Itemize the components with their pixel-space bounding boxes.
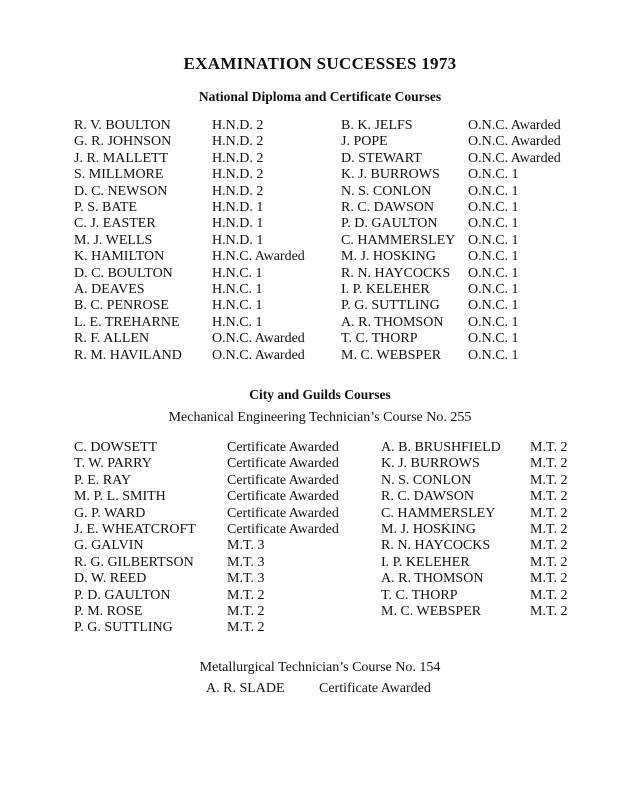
award-value: O.N.C. 1 — [468, 183, 519, 199]
person-name: K. J. BURROWS — [341, 167, 440, 183]
person-name: G. P. WARD — [74, 505, 146, 521]
list-item — [0, 604, 640, 621]
person-name: D. STEWART — [341, 150, 422, 166]
award-value: M.T. 2 — [227, 587, 265, 603]
person-name: J. E. WHEATCROFT — [74, 522, 196, 537]
award-value: Certificate Awarded — [227, 456, 339, 472]
list-item — [0, 489, 640, 506]
award-value: M.T. 2 — [227, 604, 265, 619]
national-diploma-heading: National Diploma and Certificate Courses — [198, 89, 442, 104]
person-name: A. R. THOMSON — [381, 571, 484, 587]
person-name: I. P. KELEHER — [381, 554, 470, 570]
award-value: H.N.C. Awarded — [212, 249, 305, 265]
person-name: M. J. WELLS — [74, 232, 153, 248]
person-name: A. R. THOMSON — [341, 314, 444, 330]
list-item — [0, 555, 640, 572]
award-value: O.N.C. 1 — [468, 249, 519, 265]
list-item — [0, 266, 640, 283]
award-value: Certificate Awarded — [227, 440, 339, 455]
person-name: B. C. PENROSE — [74, 298, 169, 314]
person-name: G. R. JOHNSON — [74, 134, 172, 150]
person-name: R. C. DAWSON — [381, 489, 474, 505]
person-name: T. C. THORP — [341, 331, 418, 347]
person-name: I. P. KELEHER — [341, 282, 430, 297]
person-name: M. J. HOSKING — [381, 522, 476, 537]
award-value: M.T. 2 — [530, 505, 568, 521]
person-name: P. S. BATE — [74, 200, 138, 215]
metallurgical-award: Certificate Awarded — [319, 681, 431, 696]
person-name: G. GALVIN — [74, 538, 144, 554]
award-value: H.N.D. 2 — [212, 167, 264, 183]
person-name: M. J. HOSKING — [341, 249, 436, 265]
person-name: C. HAMMERSLEY — [381, 505, 496, 521]
list-item — [0, 200, 640, 217]
list-item — [0, 588, 640, 605]
award-value: O.N.C. 1 — [468, 331, 519, 347]
list-item — [0, 522, 640, 539]
mechanical-course-subheading: Mechanical Engineering Technician’s Course No. 255 — [168, 410, 472, 425]
person-name: P. D. GAULTON — [341, 216, 438, 232]
award-value: O.N.C. 1 — [468, 232, 519, 248]
person-name: N. S. CONLON — [341, 183, 432, 199]
award-value: M.T. 2 — [227, 620, 265, 636]
person-name: A. B. BRUSHFIELD — [381, 440, 501, 455]
award-value: M.T. 2 — [530, 522, 568, 537]
award-value: O.N.C. 1 — [468, 200, 519, 215]
award-value: H.N.C. 1 — [212, 282, 263, 297]
award-value: M.T. 2 — [530, 571, 568, 587]
award-value: M.T. 2 — [530, 456, 568, 472]
award-value: Certificate Awarded — [227, 489, 339, 505]
person-name: M. C. WEBSPER — [381, 604, 482, 619]
list-item — [0, 167, 640, 184]
person-name: A. DEAVES — [74, 282, 145, 297]
list-item — [0, 571, 640, 588]
list-item — [0, 506, 640, 523]
award-value: H.N.D. 2 — [212, 118, 264, 133]
person-name: P. M. ROSE — [74, 604, 143, 619]
person-name: D. W. REED — [74, 571, 147, 587]
page-title: EXAMINATION SUCCESSES 1973 — [183, 54, 457, 73]
person-name: C. DOWSETT — [74, 440, 158, 455]
list-item — [0, 456, 640, 473]
award-value: M.T. 2 — [530, 538, 568, 554]
award-value: H.N.D. 2 — [212, 183, 264, 199]
list-item — [0, 151, 640, 168]
person-name: R. M. HAVILAND — [74, 347, 182, 363]
award-value: M.T. 2 — [530, 489, 568, 505]
person-name: T. C. THORP — [381, 587, 458, 603]
person-name: C. HAMMERSLEY — [341, 232, 456, 248]
person-name: C. J. EASTER — [74, 216, 156, 232]
award-value: H.N.C. 1 — [212, 298, 263, 314]
list-item — [0, 298, 640, 315]
list-item — [0, 134, 640, 151]
award-value: Certificate Awarded — [227, 522, 339, 537]
list-item — [0, 315, 640, 332]
award-value: M.T. 2 — [530, 604, 568, 619]
person-name: J. POPE — [341, 134, 388, 150]
person-name: M. C. WEBSPER — [341, 347, 442, 363]
list-item — [0, 249, 640, 266]
award-value: Certificate Awarded — [227, 472, 339, 488]
award-value: H.N.D. 1 — [212, 232, 264, 248]
award-value: M.T. 2 — [530, 554, 568, 570]
person-name: R. N. HAYCOCKS — [381, 538, 491, 554]
person-name: D. C. NEWSON — [74, 183, 168, 199]
metallurgical-course-subheading: Metallurgical Technician’s Course No. 154 — [199, 660, 441, 675]
person-name: B. K. JELFS — [341, 118, 413, 133]
list-item — [0, 538, 640, 555]
person-name: R. N. HAYCOCKS — [341, 265, 451, 281]
person-name: S. MILLMORE — [74, 167, 164, 183]
person-name: R. V. BOULTON — [74, 118, 171, 133]
award-value: O.N.C. Awarded — [468, 118, 561, 133]
person-name: P. G. SUTTLING — [74, 620, 173, 636]
list-item — [0, 216, 640, 233]
award-value: O.N.C. Awarded — [212, 347, 305, 363]
person-name: P. E. RAY — [74, 472, 132, 488]
award-value: M.T. 2 — [530, 472, 568, 488]
award-value: O.N.C. Awarded — [468, 134, 561, 150]
award-value: O.N.C. Awarded — [468, 150, 561, 166]
list-item — [0, 184, 640, 201]
list-item — [0, 331, 640, 348]
award-value: O.N.C. 1 — [468, 314, 519, 330]
award-value: M.T. 3 — [227, 571, 265, 587]
person-name: N. S. CONLON — [381, 472, 472, 488]
award-value: M.T. 2 — [530, 587, 568, 603]
award-value: O.N.C. Awarded — [212, 331, 305, 347]
list-item — [0, 620, 640, 637]
person-name: D. C. BOULTON — [74, 265, 173, 281]
list-item — [0, 348, 640, 365]
metallurgical-name: A. R. SLADE — [206, 681, 285, 696]
award-value: H.N.D. 2 — [212, 134, 264, 150]
award-value: O.N.C. 1 — [468, 216, 519, 232]
list-item — [0, 282, 640, 299]
award-value: H.N.C. 1 — [212, 314, 263, 330]
award-value: Certificate Awarded — [227, 505, 339, 521]
person-name: J. R. MALLETT — [74, 150, 169, 166]
list-item — [0, 118, 640, 135]
award-value: M.T. 2 — [530, 440, 568, 455]
person-name: K. HAMILTON — [74, 249, 165, 265]
award-value: H.N.C. 1 — [212, 265, 263, 281]
person-name: M. P. L. SMITH — [74, 489, 166, 505]
person-name: R. C. DAWSON — [341, 200, 434, 215]
person-name: R. F. ALLEN — [74, 331, 150, 347]
award-value: H.N.D. 1 — [212, 216, 264, 232]
city-guilds-heading: City and Guilds Courses — [249, 387, 391, 402]
list-item — [0, 233, 640, 250]
award-value: O.N.C. 1 — [468, 265, 519, 281]
award-value: O.N.C. 1 — [468, 282, 519, 297]
list-item — [0, 473, 640, 490]
list-item — [0, 440, 640, 457]
award-value: H.N.D. 2 — [212, 150, 264, 166]
person-name: L. E. TREHARNE — [74, 314, 180, 330]
award-value: O.N.C. 1 — [468, 167, 519, 183]
award-value: M.T. 3 — [227, 554, 265, 570]
award-value: O.N.C. 1 — [468, 347, 519, 363]
person-name: T. W. PARRY — [74, 456, 152, 472]
person-name: P. D. GAULTON — [74, 587, 171, 603]
award-value: M.T. 3 — [227, 538, 265, 554]
award-value: O.N.C. 1 — [468, 298, 519, 314]
person-name: K. J. BURROWS — [381, 456, 480, 472]
person-name: R. G. GILBERTSON — [74, 554, 194, 570]
person-name: P. G. SUTTLING — [341, 298, 440, 314]
award-value: H.N.D. 1 — [212, 200, 264, 215]
